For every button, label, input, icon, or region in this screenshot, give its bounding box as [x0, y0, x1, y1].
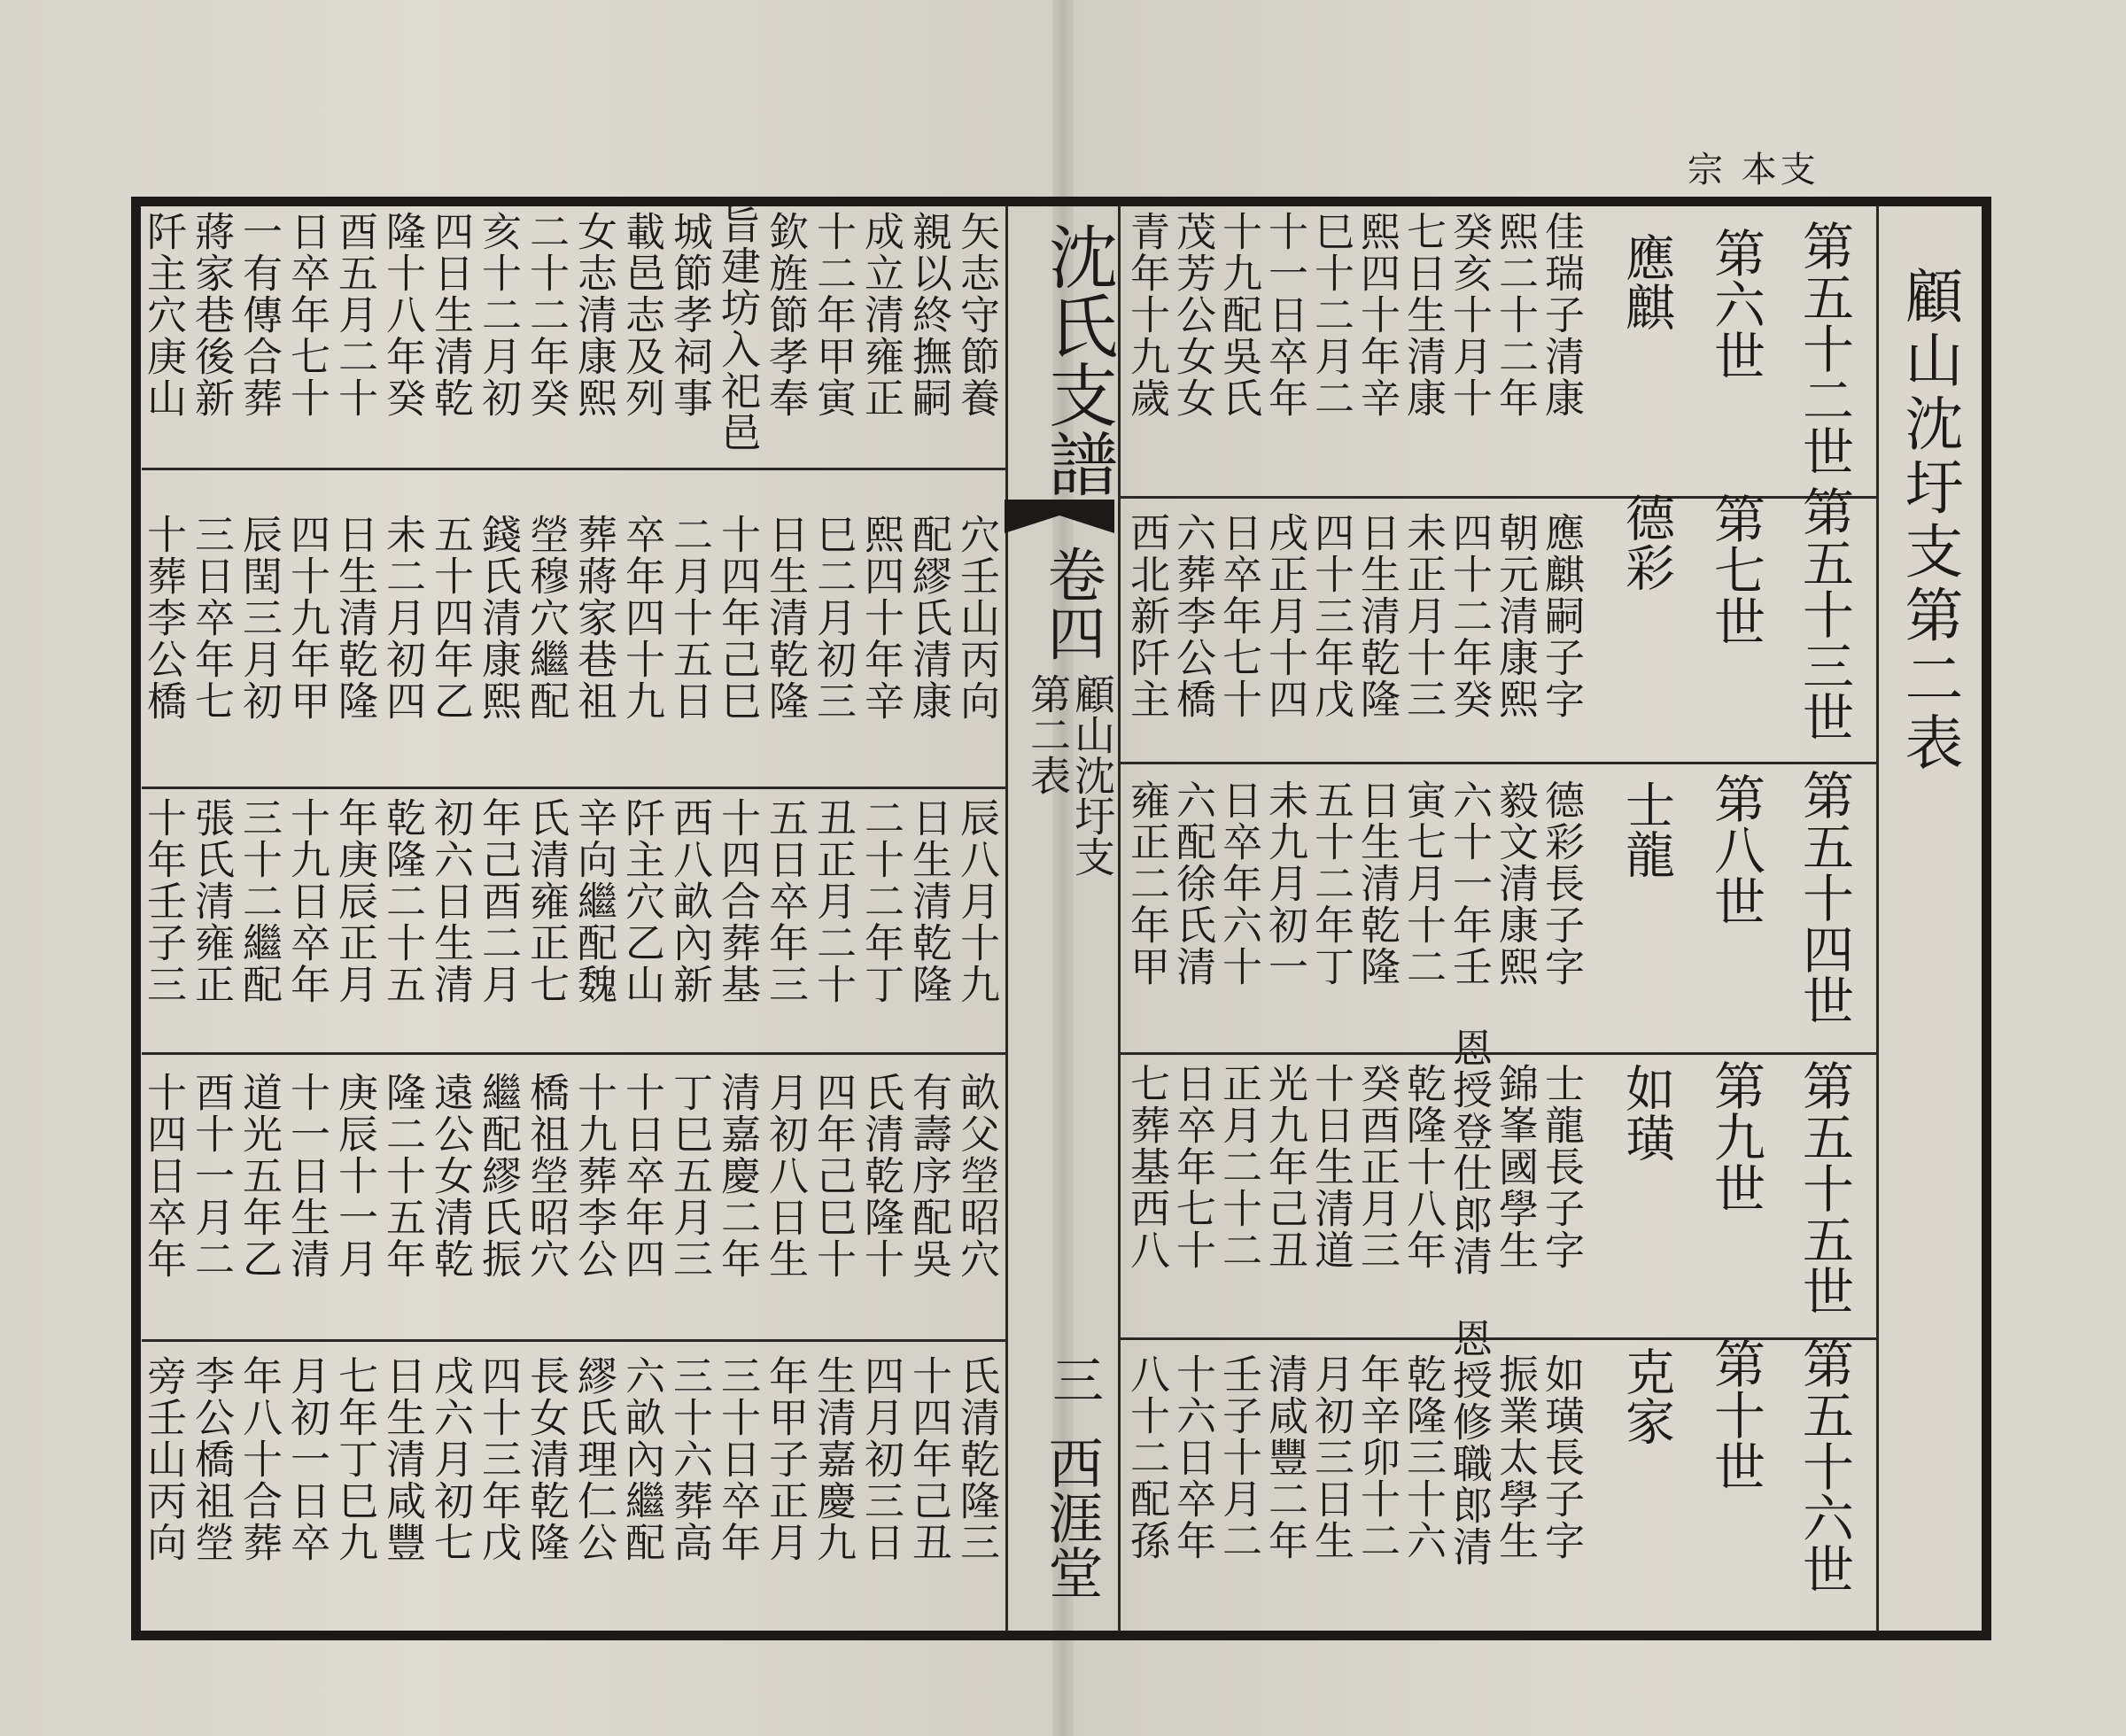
text-line: 四月初三日 — [857, 1355, 904, 1563]
text-line: 巳二月初三 — [810, 514, 857, 722]
text-line: 繆氏理仁公 — [570, 1355, 617, 1563]
text-line: 十九葬李公 — [570, 1072, 617, 1280]
text-line: 氏清乾隆三 — [953, 1355, 1000, 1563]
text-line: 乾隆二十五 — [379, 797, 426, 1005]
entry-line: 青年十九歲 — [1123, 211, 1170, 419]
row-divider — [1118, 1052, 1878, 1055]
block-divider — [142, 1339, 1005, 1342]
entry-line: 四十三年戊 — [1307, 512, 1354, 720]
entry-line: 雍正二年甲 — [1123, 779, 1170, 988]
text-line: 日生清乾隆 — [762, 514, 809, 722]
entry-line: 十六日卒年 — [1169, 1353, 1216, 1562]
text-line: 張氏清雍正 — [188, 797, 235, 1005]
entry-line: 恩授登仕郎清 — [1446, 1027, 1493, 1277]
lineage-generation: 第五十二世 — [1794, 220, 1854, 477]
fishtail-mark — [1003, 498, 1116, 537]
text-line: 日卒年七十 — [283, 211, 330, 419]
text-line: 清嘉慶二年 — [714, 1072, 761, 1280]
person-name: 士龍 — [1618, 779, 1675, 879]
text-line: 十日卒年四 — [618, 1072, 665, 1280]
text-line: 西八畝內新 — [666, 797, 713, 1005]
text-line: 二十二年癸 — [523, 211, 570, 419]
row-divider — [1118, 762, 1878, 764]
text-line: 旁壬山丙向 — [140, 1355, 187, 1563]
left-block — [142, 514, 1001, 779]
text-line: 三十日卒年 — [714, 1355, 761, 1563]
text-line: 十二年甲寅 — [810, 211, 857, 419]
entry-line: 熙二十二年 — [1492, 211, 1539, 419]
entry-line: 錦峯國學生 — [1492, 1063, 1539, 1271]
text-line: 成立清雍正 — [857, 211, 904, 419]
generation-label: 第九世 — [1705, 1059, 1765, 1213]
text-line: 畝父塋昭穴 — [953, 1072, 1000, 1280]
text-line: 月初八日生 — [762, 1072, 809, 1280]
text-line: 矢志守節養 — [953, 211, 1000, 419]
text-line: 錢氏清康熙 — [475, 514, 522, 722]
text-line: 年庚辰正月 — [331, 797, 378, 1005]
entry-line: 日卒年七十 — [1169, 1063, 1216, 1271]
entry-line: 振業太學生 — [1492, 1353, 1539, 1562]
entry-line: 癸亥十月十 — [1446, 211, 1493, 419]
entry-block — [1125, 512, 1586, 760]
entry-line: 清咸豐二年 — [1261, 1353, 1308, 1562]
text-line: 葬蔣家巷祖 — [570, 514, 617, 722]
entry-line: 十九配吳氏 — [1215, 211, 1262, 419]
text-line: 十四年己巳 — [714, 514, 761, 722]
hall-name: 西涯堂 — [1039, 1435, 1104, 1600]
entry-line: 茂芳公女女 — [1169, 211, 1216, 419]
text-line: 辰閏三月初 — [236, 514, 283, 722]
entry-line: 癸酉正月三 — [1354, 1063, 1401, 1271]
entry-line: 乾隆十八年 — [1400, 1063, 1447, 1271]
entry-line: 壬子十月二 — [1215, 1353, 1262, 1562]
entry-line: 乾隆三十六 — [1400, 1353, 1447, 1562]
left-block — [140, 204, 1001, 468]
left-block — [142, 1355, 1001, 1630]
text-line: 亥十二月初 — [475, 211, 522, 419]
text-line: 遠公女清乾 — [427, 1072, 474, 1280]
text-line: 繼配繆氏振 — [475, 1072, 522, 1280]
entry-line: 年辛卯十二 — [1354, 1353, 1401, 1562]
text-line: 隆二十五年 — [379, 1072, 426, 1280]
page-number: 三 — [1044, 1353, 1104, 1405]
text-line: 戌六月初七 — [427, 1355, 474, 1563]
text-line: 年甲子正月 — [762, 1355, 809, 1563]
text-line: 十四合葬基 — [714, 797, 761, 1005]
text-line: 十九日卒年 — [283, 797, 330, 1005]
text-line: 辰八月十九 — [953, 797, 1000, 1005]
entry-line: 戌正月十四 — [1261, 512, 1308, 720]
text-line: 年己酉二月 — [475, 797, 522, 1005]
entry-line: 日卒年七十 — [1215, 512, 1262, 720]
text-line: 十四年己丑 — [905, 1355, 952, 1563]
entry-line: 毅文清康熙 — [1492, 779, 1539, 988]
text-line: 五日卒年三 — [762, 797, 809, 1005]
entry-block — [1123, 1027, 1586, 1329]
entry-line: 六十一年壬 — [1446, 779, 1493, 988]
text-line: 旨建坊入祀邑 — [714, 204, 761, 453]
left-block — [142, 797, 1001, 1054]
text-line: 欽旌節孝奉 — [762, 211, 809, 419]
text-line: 女志清康熙 — [570, 211, 617, 419]
entry-line: 日卒年六十 — [1215, 779, 1262, 988]
text-line: 日生清咸豐 — [379, 1355, 426, 1563]
text-line: 二月十五日 — [666, 514, 713, 722]
person-name: 德彩 — [1618, 492, 1675, 592]
text-line: 四年己巳十 — [810, 1072, 857, 1280]
text-line: 七年丁巳九 — [331, 1355, 378, 1563]
entry-block — [1123, 1318, 1586, 1628]
entry-line: 七葬基西八 — [1123, 1063, 1170, 1271]
entry-line: 六配徐氏清 — [1169, 779, 1216, 988]
entry-block — [1125, 779, 1586, 1045]
text-line: 道光五年乙 — [236, 1072, 283, 1280]
text-line: 城節孝祠事 — [666, 211, 713, 419]
text-line: 李公橋祖塋 — [188, 1355, 235, 1563]
entry-line: 四十二年癸 — [1446, 512, 1493, 720]
text-line: 載邑志及列 — [618, 211, 665, 419]
text-line: 十葬李公橋 — [140, 514, 187, 722]
text-line: 庚辰十一月 — [331, 1072, 378, 1280]
person-name: 如璜 — [1618, 1063, 1675, 1162]
entry-line: 正月二十二 — [1215, 1063, 1262, 1271]
text-line: 初六日生清 — [427, 797, 474, 1005]
generation-label: 第八世 — [1705, 772, 1765, 926]
text-line: 阡主穴乙山 — [618, 797, 665, 1005]
entry-line: 熙四十年辛 — [1354, 211, 1401, 419]
block-divider — [142, 787, 1005, 789]
generation-label: 第七世 — [1705, 492, 1765, 647]
entry-line: 士龍長子字 — [1538, 1063, 1585, 1271]
text-line: 日生清乾隆 — [331, 514, 378, 722]
book-title: 沈氏支譜 — [1037, 221, 1117, 498]
text-line: 丑正月二十 — [810, 797, 857, 1005]
text-line: 月初一日卒 — [283, 1355, 330, 1563]
entry-line: 應麒嗣子字 — [1538, 512, 1585, 720]
entry-line: 六葬李公橋 — [1169, 512, 1216, 720]
volume-label: 卷四 — [1037, 545, 1106, 662]
entry-block — [1125, 211, 1586, 494]
text-line: 四十九年甲 — [283, 514, 330, 722]
entry-line: 五十二年丁 — [1307, 779, 1354, 988]
text-line: 橋祖塋昭穴 — [523, 1072, 570, 1280]
text-line: 三十二繼配 — [236, 797, 283, 1005]
text-line: 有壽序配吳 — [905, 1072, 952, 1280]
block-divider — [142, 468, 1005, 470]
entry-line: 西北新阡主 — [1123, 512, 1170, 720]
section-label: 第二表 — [1024, 673, 1072, 795]
text-line: 辛向繼配魏 — [570, 797, 617, 1005]
branch-label: 顧山沈圩支 — [1068, 673, 1116, 877]
text-line: 酉五月二十 — [331, 211, 378, 419]
entry-line: 未九月初一 — [1261, 779, 1308, 988]
text-line: 酉十一月二 — [188, 1072, 235, 1280]
table-title: 顧山沈圩支第二表 — [1895, 266, 1963, 776]
text-line: 三十六葬高 — [666, 1355, 713, 1563]
person-name: 應麒 — [1618, 232, 1675, 331]
text-line: 六畝內繼配 — [618, 1355, 665, 1563]
generation-label: 第六世 — [1705, 227, 1765, 381]
text-line: 隆十八年癸 — [379, 211, 426, 419]
entry-line: 佳瑞子清康 — [1538, 211, 1585, 419]
entry-line: 日生清乾隆 — [1354, 779, 1401, 988]
lineage-generation: 第五十四世 — [1794, 769, 1854, 1026]
text-line: 生清嘉慶九 — [810, 1355, 857, 1563]
text-line: 二十二年丁 — [857, 797, 904, 1005]
text-line: 四日生清乾 — [427, 211, 474, 419]
text-line: 阡主穴庚山 — [140, 211, 187, 419]
generation-label: 第十世 — [1705, 1337, 1765, 1492]
text-line: 四十三年戊 — [475, 1355, 522, 1563]
text-line: 十四日卒年 — [140, 1072, 187, 1280]
lineage-generation: 第五十三世 — [1794, 485, 1854, 742]
entry-line: 如璜長子字 — [1538, 1353, 1585, 1562]
text-line: 熙四十年辛 — [857, 514, 904, 722]
text-line: 長女清乾隆 — [523, 1355, 570, 1563]
text-line: 親以終撫嗣 — [905, 211, 952, 419]
text-line: 十一日生清 — [283, 1072, 330, 1280]
text-line: 一有傳合葬 — [236, 211, 283, 419]
entry-line: 月初三日生 — [1307, 1353, 1354, 1562]
person-name: 克家 — [1618, 1346, 1675, 1445]
entry-line: 寅七月十二 — [1400, 779, 1447, 988]
left-block — [142, 1072, 1001, 1337]
entry-line: 十一日卒年 — [1261, 211, 1308, 419]
text-line: 三日卒年七 — [188, 514, 235, 722]
text-line: 氏清乾隆十 — [857, 1072, 904, 1280]
entry-line: 十日生清道 — [1307, 1063, 1354, 1271]
entry-line: 八十二配孫 — [1123, 1353, 1170, 1562]
title-divider — [1876, 205, 1879, 1631]
center-divider-left — [1005, 205, 1008, 1631]
entry-line: 恩授修職郎清 — [1446, 1318, 1493, 1568]
entry-line: 德彩長子字 — [1538, 779, 1585, 988]
entry-line: 日生清乾隆 — [1354, 512, 1401, 720]
text-line: 氏清雍正七 — [523, 797, 570, 1005]
text-line: 日生清乾隆 — [905, 797, 952, 1005]
text-line: 丁巳五月三 — [666, 1072, 713, 1280]
text-line: 五十四年乙 — [427, 514, 474, 722]
lineage-generation: 第五十六世 — [1794, 1337, 1854, 1594]
lineage-generation: 第五十五世 — [1794, 1059, 1854, 1316]
text-line: 蔣家巷後新 — [188, 211, 235, 419]
entry-line: 未正月十三 — [1400, 512, 1447, 720]
text-line: 未二月初四 — [379, 514, 426, 722]
text-line: 十年壬子三 — [140, 797, 187, 1005]
entry-line: 巳十二月二 — [1307, 211, 1354, 419]
entry-line: 朝元清康熙 — [1492, 512, 1539, 720]
entry-line: 七日生清康 — [1400, 211, 1447, 419]
entry-line: 光九年己丑 — [1261, 1063, 1308, 1271]
text-line: 配繆氏清康 — [905, 514, 952, 722]
header-stamp: 宗 本支 — [1688, 150, 1820, 190]
text-line: 塋穆穴繼配 — [523, 514, 570, 722]
text-line: 穴壬山丙向 — [953, 514, 1000, 722]
text-line: 卒年四十九 — [618, 514, 665, 722]
text-line: 年八十合葬 — [236, 1355, 283, 1563]
